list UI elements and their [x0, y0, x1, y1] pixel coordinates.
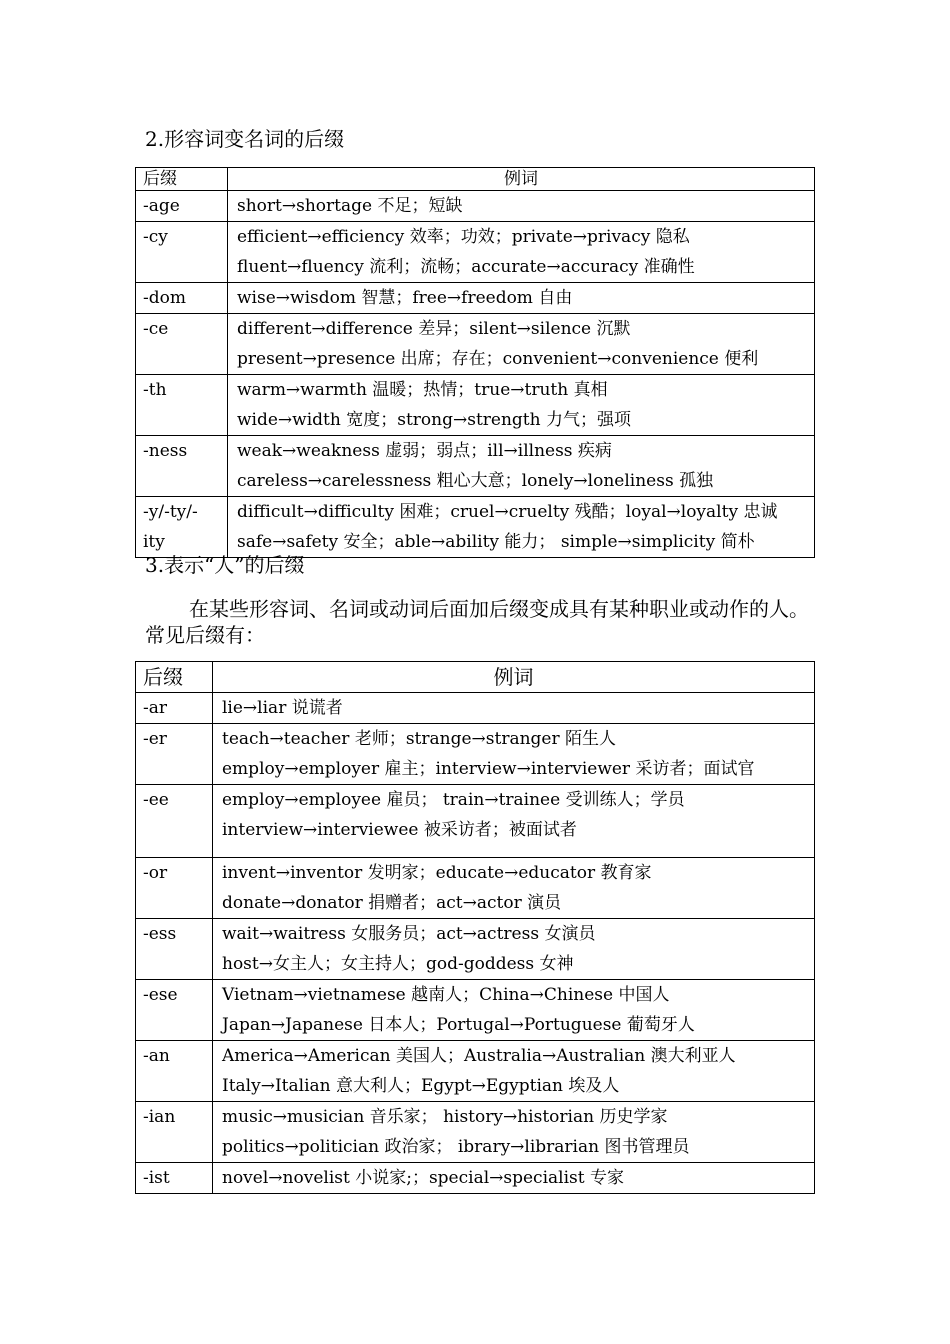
suffix-cell: -y/-ty/-ity [136, 497, 228, 558]
suffix-cell: -er [136, 724, 213, 785]
table-row [136, 1041, 815, 1102]
examples-column-header: 例词 [228, 168, 815, 191]
examples-cell [213, 1041, 815, 1102]
section3-heading: 3.表示“人”的后缀 [145, 553, 305, 577]
examples-cell [228, 497, 815, 558]
suffix-cell: -ese [136, 980, 213, 1041]
examples-column-header: 例词 [213, 662, 815, 693]
examples-cell [213, 1163, 815, 1194]
table-row [136, 919, 815, 980]
suffix-column-header: 后缀 [136, 168, 228, 191]
example-line: lie→liar 说谎者 [222, 698, 343, 718]
examples-cell [213, 980, 815, 1041]
suffix-cell: -an [136, 1041, 213, 1102]
examples-cell [213, 693, 815, 724]
suffix-cell: -ee [136, 785, 213, 858]
example-line: difficult→difficulty 困难；cruel→cruelty 残酷；loyal→loyalty 忠诚 [237, 502, 778, 522]
table-row [136, 314, 815, 375]
table-row [136, 785, 815, 858]
examples-cell [228, 436, 815, 497]
suffix-cell: -dom [136, 283, 228, 314]
example-line: invent→inventor 发明家；educate→educator 教育家 [222, 863, 652, 883]
example-line: different→difference 差异；silent→silence 沉默 [237, 319, 631, 339]
examples-cell [228, 222, 815, 283]
example-line: teach→teacher 老师；strange→stranger 陌生人 [222, 729, 617, 749]
table-row [136, 724, 815, 785]
example-line: politics→politician 政治家； ibrary→librarian 图书管理员 [222, 1137, 690, 1157]
example-line: efficient→efficiency 效率；功效；private→privacy 隐私 [237, 227, 690, 247]
example-line: Vietnam→vietnamese 越南人；China→Chinese 中国人 [222, 985, 670, 1005]
examples-cell [228, 375, 815, 436]
example-line: safe→safety 安全；able→ability 能力； simple→simplicity 简朴 [237, 532, 755, 552]
example-line: music→musician 音乐家； history→historian 历史学家 [222, 1107, 668, 1127]
examples-cell [213, 1102, 815, 1163]
example-line: novel→novelist 小说家;；special→specialist 专家 [222, 1168, 624, 1188]
example-line: employ→employee 雇员； train→trainee 受训练人；学员 [222, 790, 685, 810]
suffix-cell: -or [136, 858, 213, 919]
suffix-cell: -ness [136, 436, 228, 497]
example-line: host→女主人；女主持人；god-goddess 女神 [222, 954, 574, 974]
table-row [136, 1102, 815, 1163]
table-row [136, 497, 815, 558]
adjective-to-noun-suffix-table [135, 167, 815, 558]
table-header-row [136, 168, 815, 191]
suffix-cell: -ce [136, 314, 228, 375]
examples-cell [228, 191, 815, 222]
example-line: wide→width 宽度；strong→strength 力气；强项 [237, 410, 631, 430]
suffix-cell: -age [136, 191, 228, 222]
table-row [136, 693, 815, 724]
table-header-row [136, 662, 815, 693]
suffix-cell: -ar [136, 693, 213, 724]
example-line: weak→weakness 虚弱；弱点；ill→illness 疾病 [237, 441, 612, 461]
example-line: donate→donator 捐赠者；act→actor 演员 [222, 893, 562, 913]
examples-cell [213, 724, 815, 785]
example-line: interview→interviewee 被采访者；被面试者 [222, 820, 577, 840]
section2-heading: 2.形容词变名词的后缀 [145, 127, 345, 151]
suffix-cell: -cy [136, 222, 228, 283]
person-suffix-table [135, 661, 815, 1194]
examples-cell [228, 314, 815, 375]
table-row [136, 980, 815, 1041]
table-row [136, 222, 815, 283]
example-line: wait→waitress 女服务员；act→actress 女演员 [222, 924, 596, 944]
suffix-column-header: 后缀 [136, 662, 213, 693]
suffix-cell: -ist [136, 1163, 213, 1194]
table-row [136, 191, 815, 222]
table-row [136, 436, 815, 497]
examples-cell [213, 919, 815, 980]
section3-intro: 在某些形容词、名词或动词后面加后缀变成具有某种职业或动作的人。常见后缀有： [145, 597, 809, 647]
examples-cell [228, 283, 815, 314]
table-row [136, 1163, 815, 1194]
table-row [136, 375, 815, 436]
examples-cell [213, 858, 815, 919]
example-line: America→American 美国人；Australia→Australian 澳大利亚人 [222, 1046, 736, 1066]
table-row [136, 858, 815, 919]
example-line: Japan→Japanese 日本人；Portugal→Portuguese 葡萄牙人 [222, 1015, 695, 1035]
example-line: fluent→fluency 流利；流畅；accurate→accuracy 准确性 [237, 257, 695, 277]
table-row [136, 283, 815, 314]
suffix-cell: -ess [136, 919, 213, 980]
example-line: present→presence 出席；存在；convenient→convenience 便利 [237, 349, 759, 369]
example-line: careless→carelessness 粗心大意；lonely→loneliness 孤独 [237, 471, 714, 491]
examples-cell [213, 785, 815, 858]
example-line: employ→employer 雇主；interview→interviewer 采访者；面试官 [222, 759, 755, 779]
suffix-cell: -ian [136, 1102, 213, 1163]
example-line: short→shortage 不足；短缺 [237, 196, 463, 216]
example-line: warm→warmth 温暖；热情；true→truth 真相 [237, 380, 608, 400]
example-line: wise→wisdom 智慧；free→freedom 自由 [237, 288, 573, 308]
suffix-cell: -th [136, 375, 228, 436]
example-line: Italy→Italian 意大利人；Egypt→Egyptian 埃及人 [222, 1076, 620, 1096]
